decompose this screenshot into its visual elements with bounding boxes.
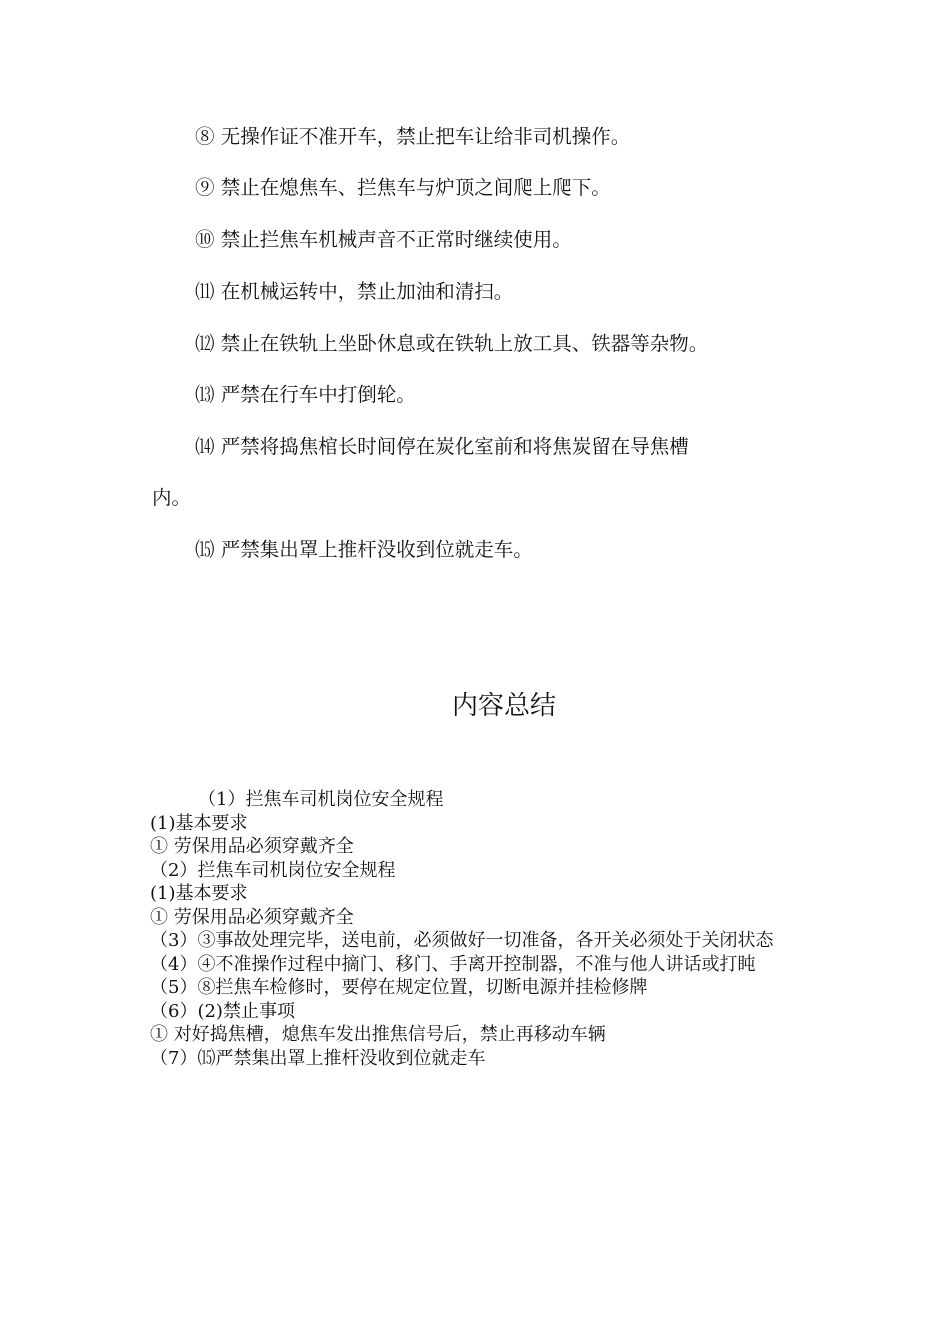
summary-line-10: （6）(2)禁止事项 <box>150 1000 295 1022</box>
summary-line-12: （7）⒂严禁集出罩上推杆没收到位就走车 <box>150 1047 486 1069</box>
summary-line-1: （1）拦焦车司机岗位安全规程 <box>198 789 444 810</box>
summary-line-5: (1)基本要求 <box>150 883 248 904</box>
rule-item-13: ⒀ 严禁在行车中打倒轮。 <box>195 383 416 406</box>
rule-item-14-continuation: 内。 <box>152 486 192 509</box>
summary-line-4: （2）拦焦车司机岗位安全规程 <box>150 859 396 881</box>
summary-line-3: ① 劳保用品必须穿戴齐全 <box>150 836 354 857</box>
summary-line-6: ① 劳保用品必须穿戴齐全 <box>150 906 354 928</box>
summary-line-11: ① 对好捣焦槽，熄焦车发出推焦信号后，禁止再移动车辆 <box>150 1024 606 1045</box>
rule-item-9: ⑨ 禁止在熄焦车、拦焦车与炉顶之间爬上爬下。 <box>195 176 611 199</box>
summary-line-8: （4）④不准操作过程中摘门、移门、手离开控制器，不准与他人讲话或打盹 <box>150 953 756 975</box>
rule-item-15: ⒂ 严禁集出罩上推杆没收到位就走车。 <box>195 538 533 561</box>
rule-item-12: ⑿ 禁止在铁轨上坐卧休息或在铁轨上放工具、铁器等杂物。 <box>195 332 709 355</box>
summary-line-9: （5）⑧拦焦车检修时，要停在规定位置，切断电源并挂检修牌 <box>150 977 648 998</box>
summary-list <box>150 788 790 1070</box>
rule-item-10: ⑩ 禁止拦焦车机械声音不正常时继续使用。 <box>195 228 572 251</box>
rule-item-14: ⒁ 严禁将捣焦棺长时间停在炭化室前和将焦炭留在导焦槽 <box>195 435 689 458</box>
summary-line-7: （3）③事故处理完毕，送电前，必须做好一切准备，各开关必须处于关闭状态 <box>150 930 774 951</box>
rule-item-11: ⑾ 在机械运转中，禁止加油和清扫。 <box>195 280 514 303</box>
summary-title: 内容总结 <box>451 691 556 721</box>
rule-item-8: ⑧ 无操作证不准开车，禁止把车让给非司机操作。 <box>195 125 631 148</box>
summary-line-2: (1)基本要求 <box>150 812 248 834</box>
